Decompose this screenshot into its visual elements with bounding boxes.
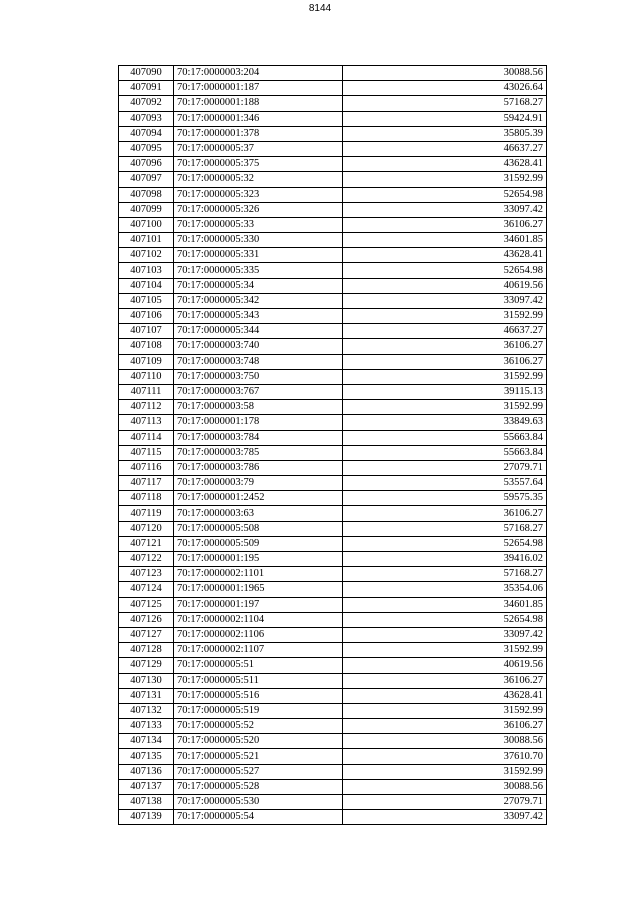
cadastral-number-cell: 70:17:0000005:52: [174, 719, 343, 734]
cadastral-value-cell: 52654.98: [343, 612, 547, 627]
table-row: [119, 263, 547, 278]
row-number-cell: 407102: [119, 248, 174, 263]
row-number-cell: 407108: [119, 339, 174, 354]
table-row: [119, 202, 547, 217]
cadastral-number-cell: 70:17:0000005:326: [174, 202, 343, 217]
cadastral-number-cell: 70:17:0000005:32: [174, 172, 343, 187]
table-row: [119, 66, 547, 81]
page-number: 8144: [308, 3, 332, 14]
cadastral-number-cell: 70:17:0000005:509: [174, 536, 343, 551]
cadastral-number-cell: 70:17:0000005:528: [174, 779, 343, 794]
row-number-cell: 407139: [119, 810, 174, 825]
row-number-cell: 407101: [119, 233, 174, 248]
cadastral-value-cell: 31592.99: [343, 309, 547, 324]
row-number-cell: 407127: [119, 627, 174, 642]
table-row: [119, 400, 547, 415]
table-row: [119, 627, 547, 642]
cadastral-value-cell: 52654.98: [343, 263, 547, 278]
cadastral-number-cell: 70:17:0000001:187: [174, 81, 343, 96]
cadastral-number-cell: 70:17:0000003:63: [174, 506, 343, 521]
row-number-cell: 407097: [119, 172, 174, 187]
row-number-cell: 407113: [119, 415, 174, 430]
table-row: [119, 597, 547, 612]
row-number-cell: 407111: [119, 384, 174, 399]
cadastral-value-cell: 30088.56: [343, 66, 547, 81]
cadastral-number-cell: 70:17:0000005:51: [174, 658, 343, 673]
table-row: [119, 688, 547, 703]
row-number-cell: 407137: [119, 779, 174, 794]
cadastral-number-cell: 70:17:0000005:527: [174, 764, 343, 779]
row-number-cell: 407118: [119, 491, 174, 506]
row-number-cell: 407128: [119, 643, 174, 658]
cadastral-value-cell: 33097.42: [343, 810, 547, 825]
cadastral-number-cell: 70:17:0000003:767: [174, 384, 343, 399]
table-row: [119, 536, 547, 551]
cadastral-number-cell: 70:17:0000003:784: [174, 430, 343, 445]
row-number-cell: 407120: [119, 521, 174, 536]
cadastral-number-cell: 70:17:0000005:330: [174, 233, 343, 248]
cadastral-number-cell: 70:17:0000003:79: [174, 476, 343, 491]
cadastral-value-cell: 57168.27: [343, 96, 547, 111]
cadastral-value-cell: 55663.84: [343, 430, 547, 445]
cadastral-value-cell: 39115.13: [343, 384, 547, 399]
cadastral-value-cell: 31592.99: [343, 703, 547, 718]
table-row: [119, 81, 547, 96]
table-row: [119, 643, 547, 658]
row-number-cell: 407091: [119, 81, 174, 96]
cadastral-value-cell: 34601.85: [343, 597, 547, 612]
row-number-cell: 407123: [119, 567, 174, 582]
table-row: [119, 476, 547, 491]
table-row: [119, 324, 547, 339]
row-number-cell: 407116: [119, 460, 174, 475]
table-row: [119, 703, 547, 718]
row-number-cell: 407094: [119, 126, 174, 141]
cadastral-value-cell: 46637.27: [343, 141, 547, 156]
cadastral-number-cell: 70:17:0000002:1101: [174, 567, 343, 582]
cadastral-number-cell: 70:17:0000005:54: [174, 810, 343, 825]
cadastral-number-cell: 70:17:0000005:344: [174, 324, 343, 339]
cadastral-number-cell: 70:17:0000005:33: [174, 217, 343, 232]
row-number-cell: 407134: [119, 734, 174, 749]
cadastral-value-cell: 40619.56: [343, 278, 547, 293]
cadastral-number-cell: 70:17:0000005:331: [174, 248, 343, 263]
row-number-cell: 407098: [119, 187, 174, 202]
row-number-cell: 407106: [119, 309, 174, 324]
cadastral-number-cell: 70:17:0000005:530: [174, 795, 343, 810]
cadastral-number-cell: 70:17:0000005:37: [174, 141, 343, 156]
table-row: [119, 187, 547, 202]
table-row: [119, 339, 547, 354]
cadastral-value-cell: 31592.99: [343, 172, 547, 187]
row-number-cell: 407105: [119, 293, 174, 308]
cadastral-number-cell: 70:17:0000002:1106: [174, 627, 343, 642]
cadastral-number-cell: 70:17:0000005:519: [174, 703, 343, 718]
row-number-cell: 407114: [119, 430, 174, 445]
cadastral-value-cell: 33849.63: [343, 415, 547, 430]
cadastral-number-cell: 70:17:0000005:516: [174, 688, 343, 703]
table-row: [119, 430, 547, 445]
row-number-cell: 407115: [119, 445, 174, 460]
table-row: [119, 415, 547, 430]
cadastral-number-cell: 70:17:0000001:1965: [174, 582, 343, 597]
cadastral-value-cell: 43628.41: [343, 688, 547, 703]
table-row: [119, 141, 547, 156]
row-number-cell: 407129: [119, 658, 174, 673]
cadastral-value-cell: 39416.02: [343, 552, 547, 567]
row-number-cell: 407124: [119, 582, 174, 597]
row-number-cell: 407109: [119, 354, 174, 369]
cadastral-number-cell: 70:17:0000005:508: [174, 521, 343, 536]
cadastral-number-cell: 70:17:0000001:197: [174, 597, 343, 612]
row-number-cell: 407092: [119, 96, 174, 111]
table-row: [119, 567, 547, 582]
cadastral-number-cell: 70:17:0000005:520: [174, 734, 343, 749]
table-row: [119, 810, 547, 825]
cadastral-number-cell: 70:17:0000002:1107: [174, 643, 343, 658]
cadastral-value-cell: 27079.71: [343, 460, 547, 475]
table-body: [119, 66, 547, 825]
cadastral-value-table: [118, 65, 547, 825]
cadastral-value-cell: 43026.64: [343, 81, 547, 96]
cadastral-value-cell: 57168.27: [343, 521, 547, 536]
row-number-cell: 407131: [119, 688, 174, 703]
row-number-cell: 407126: [119, 612, 174, 627]
cadastral-value-cell: 43628.41: [343, 157, 547, 172]
table-row: [119, 673, 547, 688]
row-number-cell: 407090: [119, 66, 174, 81]
table-row: [119, 491, 547, 506]
table-row: [119, 658, 547, 673]
cadastral-number-cell: 70:17:0000001:2452: [174, 491, 343, 506]
cadastral-number-cell: 70:17:0000003:786: [174, 460, 343, 475]
cadastral-value-cell: 36106.27: [343, 719, 547, 734]
cadastral-number-cell: 70:17:0000003:58: [174, 400, 343, 415]
cadastral-value-cell: 36106.27: [343, 217, 547, 232]
cadastral-value-cell: 40619.56: [343, 658, 547, 673]
table-row: [119, 354, 547, 369]
cadastral-value-cell: 33097.42: [343, 293, 547, 308]
cadastral-value-cell: 30088.56: [343, 734, 547, 749]
cadastral-number-cell: 70:17:0000005:375: [174, 157, 343, 172]
cadastral-number-cell: 70:17:0000001:188: [174, 96, 343, 111]
table-row: [119, 248, 547, 263]
table-row: [119, 384, 547, 399]
cadastral-value-cell: 52654.98: [343, 187, 547, 202]
cadastral-value-cell: 33097.42: [343, 202, 547, 217]
cadastral-number-cell: 70:17:0000005:342: [174, 293, 343, 308]
cadastral-number-cell: 70:17:0000003:740: [174, 339, 343, 354]
table-row: [119, 521, 547, 536]
cadastral-value-cell: 31592.99: [343, 764, 547, 779]
table-row: [119, 96, 547, 111]
row-number-cell: 407130: [119, 673, 174, 688]
table-row: [119, 719, 547, 734]
table-row: [119, 369, 547, 384]
cadastral-number-cell: 70:17:0000005:34: [174, 278, 343, 293]
cadastral-number-cell: 70:17:0000002:1104: [174, 612, 343, 627]
row-number-cell: 407136: [119, 764, 174, 779]
table-row: [119, 734, 547, 749]
cadastral-value-cell: 36106.27: [343, 354, 547, 369]
row-number-cell: 407096: [119, 157, 174, 172]
cadastral-value-cell: 27079.71: [343, 795, 547, 810]
cadastral-number-cell: 70:17:0000001:346: [174, 111, 343, 126]
row-number-cell: 407104: [119, 278, 174, 293]
cadastral-value-cell: 59424.91: [343, 111, 547, 126]
cadastral-value-cell: 33097.42: [343, 627, 547, 642]
row-number-cell: 407112: [119, 400, 174, 415]
table-row: [119, 126, 547, 141]
cadastral-number-cell: 70:17:0000001:178: [174, 415, 343, 430]
table-row: [119, 460, 547, 475]
table-row: [119, 779, 547, 794]
row-number-cell: 407117: [119, 476, 174, 491]
table-row: [119, 172, 547, 187]
row-number-cell: 407119: [119, 506, 174, 521]
row-number-cell: 407107: [119, 324, 174, 339]
table-row: [119, 233, 547, 248]
row-number-cell: 407095: [119, 141, 174, 156]
cadastral-value-cell: 36106.27: [343, 339, 547, 354]
table-row: [119, 582, 547, 597]
cadastral-value-cell: 31592.99: [343, 400, 547, 415]
table-row: [119, 445, 547, 460]
cadastral-value-cell: 46637.27: [343, 324, 547, 339]
cadastral-number-cell: 70:17:0000005:323: [174, 187, 343, 202]
row-number-cell: 407093: [119, 111, 174, 126]
table-row: [119, 506, 547, 521]
table-row: [119, 157, 547, 172]
table-row: [119, 552, 547, 567]
row-number-cell: 407125: [119, 597, 174, 612]
cadastral-number-cell: 70:17:0000001:195: [174, 552, 343, 567]
cadastral-value-cell: 31592.99: [343, 369, 547, 384]
cadastral-number-cell: 70:17:0000005:335: [174, 263, 343, 278]
table-row: [119, 293, 547, 308]
cadastral-number-cell: 70:17:0000001:378: [174, 126, 343, 141]
table-row: [119, 111, 547, 126]
cadastral-value-cell: 35805.39: [343, 126, 547, 141]
table-row: [119, 309, 547, 324]
cadastral-value-cell: 30088.56: [343, 779, 547, 794]
row-number-cell: 407121: [119, 536, 174, 551]
cadastral-number-cell: 70:17:0000005:511: [174, 673, 343, 688]
table-row: [119, 217, 547, 232]
cadastral-number-cell: 70:17:0000003:750: [174, 369, 343, 384]
cadastral-value-cell: 36106.27: [343, 506, 547, 521]
cadastral-value-cell: 31592.99: [343, 643, 547, 658]
cadastral-value-cell: 59575.35: [343, 491, 547, 506]
cadastral-value-cell: 43628.41: [343, 248, 547, 263]
cadastral-value-cell: 34601.85: [343, 233, 547, 248]
cadastral-value-cell: 53557.64: [343, 476, 547, 491]
row-number-cell: 407122: [119, 552, 174, 567]
row-number-cell: 407138: [119, 795, 174, 810]
row-number-cell: 407099: [119, 202, 174, 217]
table-row: [119, 764, 547, 779]
row-number-cell: 407135: [119, 749, 174, 764]
table-row: [119, 795, 547, 810]
row-number-cell: 407100: [119, 217, 174, 232]
cadastral-value-cell: 52654.98: [343, 536, 547, 551]
table-row: [119, 749, 547, 764]
cadastral-number-cell: 70:17:0000003:204: [174, 66, 343, 81]
cadastral-value-cell: 55663.84: [343, 445, 547, 460]
row-number-cell: 407133: [119, 719, 174, 734]
cadastral-number-cell: 70:17:0000003:785: [174, 445, 343, 460]
cadastral-number-cell: 70:17:0000005:521: [174, 749, 343, 764]
cadastral-value-cell: 57168.27: [343, 567, 547, 582]
row-number-cell: 407132: [119, 703, 174, 718]
cadastral-value-cell: 35354.06: [343, 582, 547, 597]
cadastral-value-cell: 36106.27: [343, 673, 547, 688]
cadastral-value-cell: 37610.70: [343, 749, 547, 764]
cadastral-number-cell: 70:17:0000005:343: [174, 309, 343, 324]
table-row: [119, 612, 547, 627]
row-number-cell: 407110: [119, 369, 174, 384]
row-number-cell: 407103: [119, 263, 174, 278]
table-row: [119, 278, 547, 293]
cadastral-number-cell: 70:17:0000003:748: [174, 354, 343, 369]
